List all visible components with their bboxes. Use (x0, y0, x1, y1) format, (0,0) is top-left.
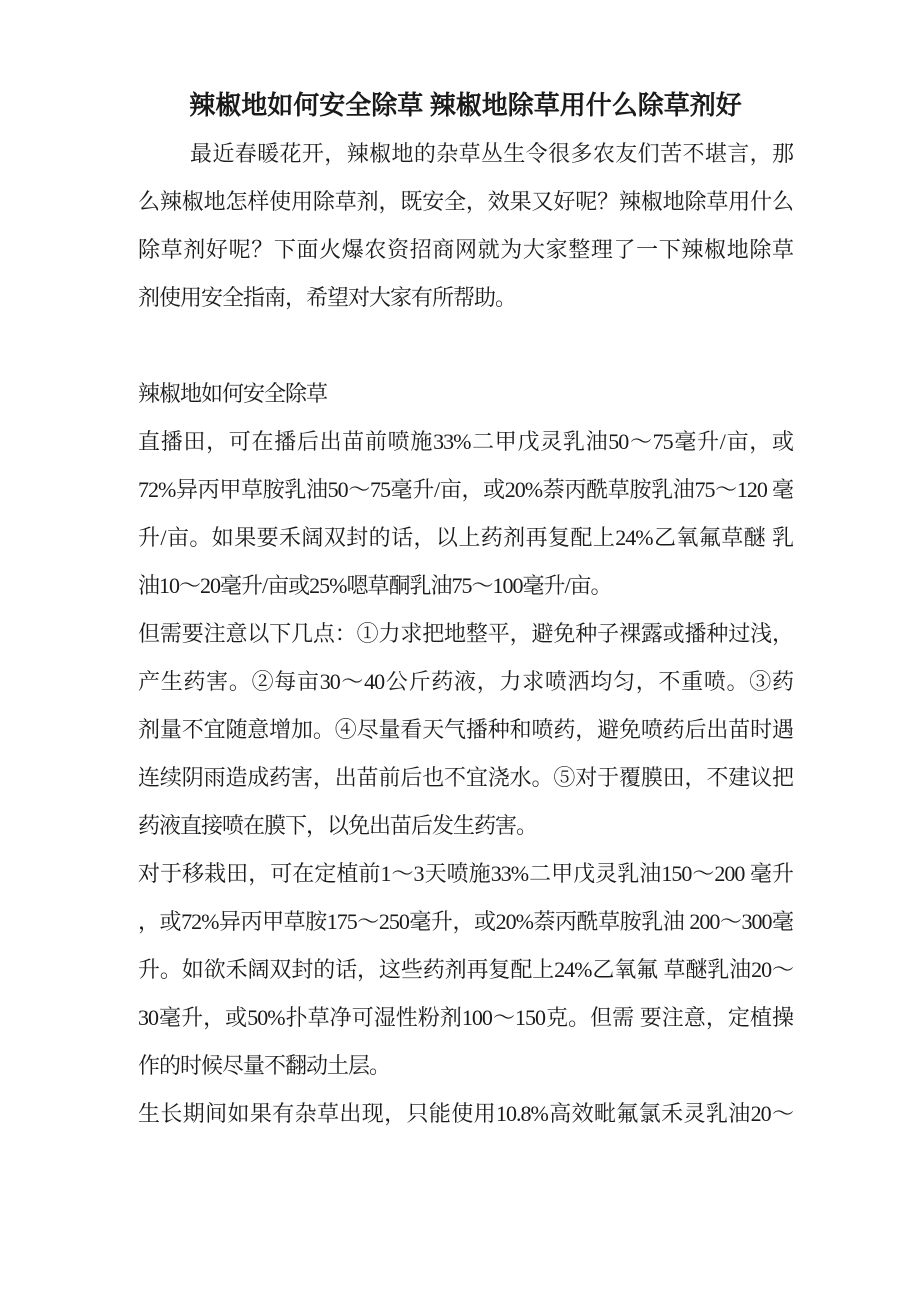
text-line: 连续阴雨造成药害，出苗前后也不宜浇水。⑤对于覆膜田，不建议把 (138, 765, 793, 790)
text-line: 升。如欲禾阔双封的话，这些药剂再复配上24%乙氧氟 草醚乳油20〜 (138, 957, 793, 982)
text-line: 直播田，可在播后出苗前喷施33%二甲戊灵乳油50〜75毫升/亩，或 (138, 429, 793, 454)
text-line: 辣椒地如何安全除草 (138, 381, 328, 406)
text-line: 药液直接喷在膜下，以免出苗后发生药害。 (138, 813, 538, 838)
text-line: 油10〜20毫升/亩或25%嗯草酮乳油75〜100毫升/亩。 (138, 573, 612, 598)
document-title: 辣椒地如何安全除草 辣椒地除草用什么除草剂好 (189, 91, 742, 120)
text-line: 剂量不宜随意增加。④尽量看天气播种和喷药，避免喷药后出苗时遇 (138, 717, 793, 742)
text-line: 但需要注意以下几点：①力求把地整平，避免种子裸露或播种过浅， (138, 621, 793, 646)
document-body (138, 130, 793, 1138)
text-line: 升/亩。如果要禾阔双封的话，以上药剂再复配上24%乙氧氟草醚 乳 (138, 525, 793, 550)
text-line: 产生药害。②每亩30〜40公斤药液，力求喷洒均匀，不重喷。③药 (138, 669, 793, 694)
blank-line (138, 322, 793, 370)
text-line: 作的时候尽量不翻动土层。 (138, 1053, 391, 1078)
text-line: 除草剂好呢？下面火爆农资招商网就为大家整理了一下辣椒地除草 (138, 237, 793, 262)
text-line: 30毫升，或50%扑草净可湿性粉剂100〜150克。但需 要注意，定植操 (138, 1005, 793, 1030)
text-line: 72%异丙甲草胺乳油50〜75毫升/亩，或20%萘丙酰草胺乳油75〜120 毫 (138, 477, 793, 502)
text-line: 最近春暖花开，辣椒地的杂草丛生令很多农友们苦不堪言，那 (190, 141, 793, 166)
text-line: 剂使用安全指南，希望对大家有所帮助。 (138, 285, 517, 310)
text-line: 对于移栽田，可在定植前1〜3天喷施33%二甲戊灵乳油150〜200 毫升 (138, 861, 793, 886)
text-line: 么辣椒地怎样使用除草剂，既安全，效果又好呢？辣椒地除草用什么 (138, 189, 793, 214)
document-content (138, 82, 793, 1138)
text-line: ，或72%异丙甲草胺175〜250毫升，或20%萘丙酰草胺乳油 200〜300毫 (138, 909, 793, 934)
text-line: 生长期间如果有杂草出现，只能使用10.8%高效毗氟氯禾灵乳油20〜 (138, 1101, 793, 1126)
